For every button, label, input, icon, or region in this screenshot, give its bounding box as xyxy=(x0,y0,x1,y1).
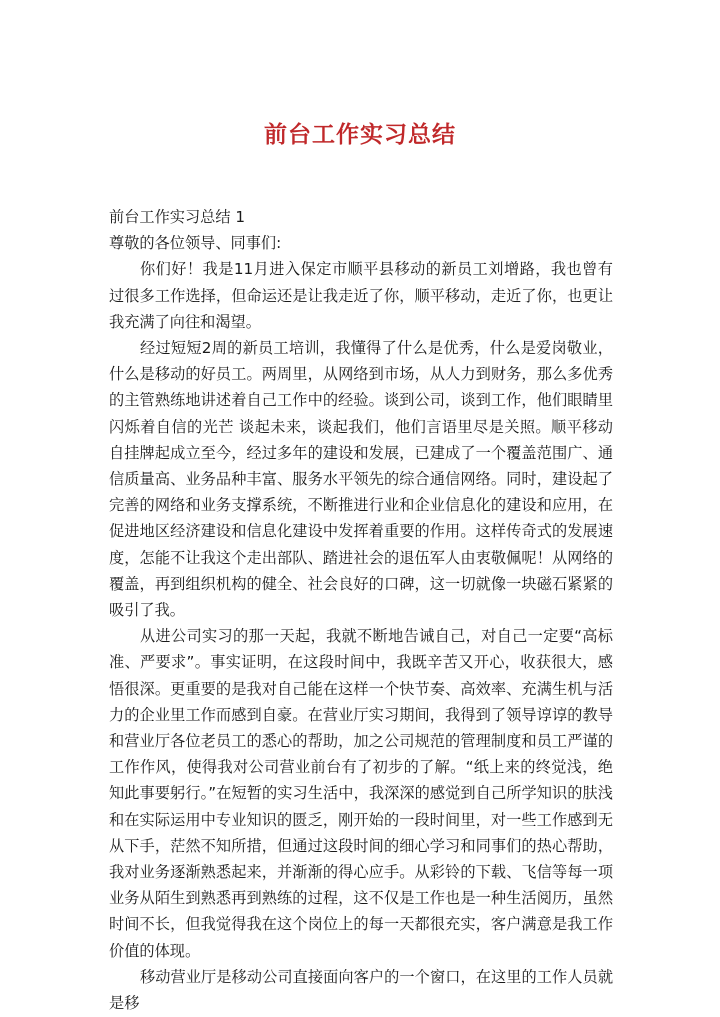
paragraph-1: 你们好！我是11月进入保定市顺平县移动的新员工刘增路，我也曾有过很多工作选择，但命运还是让我走近了你，顺平移动，走近了你，也更让我充满了向往和渴望。 xyxy=(109,260,613,331)
document-body xyxy=(109,204,613,1016)
paragraph-3: 从进公司实习的那一天起，我就不断地告诫自己，对自己一定要“高标准、严要求”。事实证明，在这段时间中，我既辛苦又开心，收获很大，感悟很深。更重要的是我对自己能在这样一个快节奏、高效率、充满生机与活力的企业里工作而感到自豪。在营业厅实习期间，我得到了领导谆谆的教导和营业厅各位老员工的悉心的帮助，加之公司规范的管理制度和员工严谨的工作作风，使得我对公司营业前台有了初步的了解。“纸上来的终觉浅，绝知此事要躬行。”在短暂的实习生活中，我深深的感觉到自己所学知识的肤浅和在实际运用中专业知识的匮乏，刚开始的一段时间里，对一些工作感到无从下手，茫然不知所措，但通过这段时间的细心学习和同事们的热心帮助，我对业务逐渐熟悉起来，并渐渐的得心应手。从彩铃的下载、飞信等每一项业务从陌生到熟悉再到熟练的过程，这不仅是工作也是一种生活阅历，虽然时间不长，但我觉得我在这个岗位上的每一天都很充实，客户满意是我工作价值的体现。 xyxy=(109,627,613,960)
paragraph-2: 经过短短2周的新员工培训，我懂得了什么是优秀，什么是爱岗敬业，什么是移动的好员工。两周里，从网络到市场，从人力到财务，那么多优秀的主管熟练地讲述着自己工作中的经验。谈到公司，谈到工作，他们眼睛里闪烁着自信的光芒 谈起未来，谈起我们，他们言语里尽是关照。顺平移动自挂牌起成立至今，经过多年的建设和发展，已建成了一个覆盖范围广、通信质量高、业务品种丰富、服务水平领先的综合通信网络。同时，建设起了完善的网络和业务支撑系统，不断推进行业和企业信息化的建设和应用，在促进地区经济建设和信息化建设中发挥着重要的作用。这样传奇式的发展速度，怎能不让我这个走出部队、踏进社会的退伍军人由衷敬佩呢！从网络的覆盖，再到组织机构的健全、社会良好的口碑，这一切就像一块磁石紧紧的吸引了我。 xyxy=(109,339,613,620)
salutation: 尊敬的各位领导、同事们: xyxy=(109,234,282,253)
section-heading: 前台工作实习总结 1 xyxy=(109,208,245,226)
document-title: 前台工作实习总结 xyxy=(264,121,456,148)
paragraph-4: 移动营业厅是移动公司直接面向客户的一个窗口，在这里的工作人员就是移 xyxy=(109,967,613,1013)
